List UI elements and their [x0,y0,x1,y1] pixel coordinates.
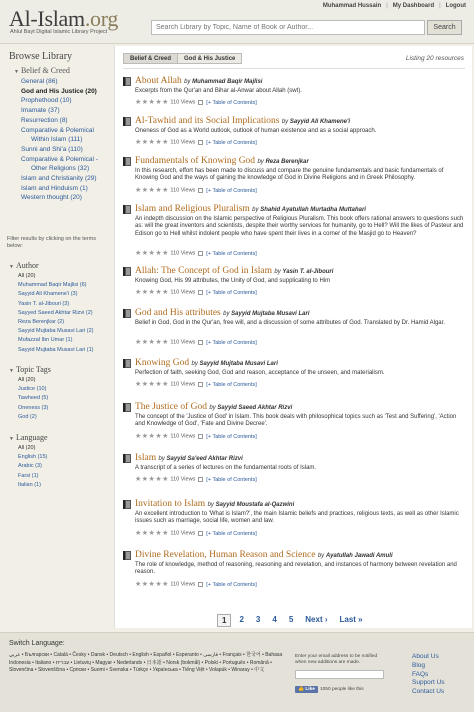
search-input[interactable] [151,20,425,35]
book-icon [123,157,131,166]
author-item[interactable]: Muhammad Baqir Majlisi (6) [18,282,87,289]
support-us-link[interactable]: Support Us [412,679,445,687]
toc-label: Table of Contents [212,581,256,588]
category-general[interactable]: General (86) [21,78,58,85]
logout-link[interactable]: Logout [445,3,466,9]
user-bar [323,3,466,9]
author-item[interactable]: Yasin T. al-Jibouri (3) [18,300,70,307]
book-description: A transcript of a series of lectures on the fundamental roots of Islam. [135,465,317,471]
language-item[interactable]: All (20) [18,445,36,451]
rating-stars-icon[interactable]: ★★★★★ [135,289,169,296]
by-label: by [274,269,281,275]
book-description: In this research, effort has been made to discuss and compare the genuine fundamentals and basic fundamentals of Knowing God and the ways of gaining the knowledge of God in Divine Religions and in Greek Philosophy. [135,168,444,182]
author-facet-label: Author [15,261,39,270]
toc-label: Table of Contents [212,187,256,194]
toc-link[interactable]: [+ Table of Contents] [206,99,257,106]
rating-stars-icon[interactable]: ★★★★★ [135,339,169,346]
book-byline [223,311,309,317]
by-label: by [209,405,216,411]
toc-label: Table of Contents [212,433,256,440]
book-title-link[interactable]: Knowing God [135,358,190,368]
book-byline [318,553,393,559]
book-author[interactable]: Ayatullah Jawadi Amuli [325,553,393,559]
by-label: by [257,159,264,165]
book-icon [123,205,131,214]
topic-item[interactable]: Oneness (3) [18,404,49,411]
language-item[interactable]: Arabic (3) [18,463,42,470]
toc-link[interactable]: [+ Table of Contents] [206,187,257,194]
rating-stars-icon[interactable]: ★★★★★ [135,139,169,146]
topic-item[interactable]: Justice (10) [18,386,47,393]
dashboard-link[interactable]: My Dashboard [392,3,435,9]
author-item[interactable]: Reza Berenjkar (2) [18,319,65,326]
view-count: 110 Views [170,99,196,106]
results-panel [114,46,472,628]
author-item[interactable]: Mufazzal Ibn Umar (1) [18,337,73,344]
checkbox-icon[interactable] [198,100,203,105]
view-count: 110 Views [170,250,196,257]
toc-link[interactable]: [+ Table of Contents] [206,139,257,146]
toc-label: Table of Contents [212,139,256,146]
view-count: 110 Views [170,433,196,440]
category-comparative-other-2[interactable]: Other Religions (32) [31,165,90,173]
checkbox-icon[interactable] [198,188,203,193]
book-icon [123,309,131,318]
toc-label: Table of Contents [212,381,256,388]
book-title-link[interactable]: Allah: The Concept of God in Islam [135,266,273,276]
book-description: Belief in God, God in the Qur'an, free will, and a discussion of some attributes of God. Translated by Dr. Hamid Algar. [135,320,445,326]
checkbox-icon[interactable] [198,582,203,587]
checkbox-icon[interactable] [198,477,203,482]
facebook-like [295,686,364,693]
page-3[interactable]: 3 [255,615,261,624]
book-meta [135,529,257,537]
pagination [217,614,367,627]
email-note: Enter your email address to be notified when new additions are made. [295,654,378,665]
toc-label: Table of Contents [212,250,256,257]
book-icon [123,359,131,368]
toc-link[interactable]: [+ Table of Contents] [206,339,257,346]
triangle-down-icon: ▼ [9,265,14,270]
book-description: An excellent introduction to 'What is Islam?', the main Islamic beliefs and practices, religious texts, as well as other Islamic issues such as marriage, social life, women and law. [135,511,459,525]
book-meta [135,580,257,588]
book-meta [135,138,257,146]
separator: | [439,3,441,9]
triangle-down-icon: ▼ [9,437,14,442]
toc-link[interactable]: [+ Table of Contents] [206,433,257,440]
language-item[interactable]: Farsi (1) [18,472,39,479]
language-item[interactable]: English (15) [18,454,48,461]
book-icon [123,454,131,463]
book-icon [123,267,131,276]
book-byline [158,456,242,462]
by-label: by [223,311,230,317]
checkbox-icon[interactable] [198,251,203,256]
like-label: Like [305,687,315,692]
by-label: by [317,553,325,559]
book-description: An indepth discussion on the Islamic perspective of Religious Pluralism. This book offers rational answers to questions such as: will the great inventors and scientists, despite their worthy services for humanity, go to Hell? Will the likes of Pasteur and Edison go to Hell whilst indolent people who have spent their lives in a corner of the Masjid go to Heaven? [135,216,464,237]
triangle-down-icon: ▼ [9,369,14,374]
book-title-link[interactable]: The Justice of God [135,402,208,412]
category-comparative-other[interactable]: Comparative & Polemical - [21,155,98,163]
view-count: 110 Views [170,581,196,588]
book-description: The role of knowledge, method of reasoning, reasoning and revelation, and instances of harmony between revelation and reason. [135,562,457,576]
rating-stars-icon[interactable]: ★★★★★ [135,581,169,588]
book-author[interactable]: Sayyid Sa'eed Akhtar Rizvi [166,456,243,462]
category-christianity[interactable]: Islam and Christianity (29) [21,175,97,183]
footer-links [412,653,445,697]
book-title-link[interactable]: Islam and Religious Pluralism [135,204,250,214]
rating-stars-icon[interactable]: ★★★★★ [135,433,169,440]
topic-item[interactable]: All (20) [18,377,36,383]
user-name-link[interactable]: Muhammad Hussain [322,3,382,9]
book-byline [184,79,262,85]
toc-link[interactable]: [+ Table of Contents] [206,381,257,388]
book-byline [208,502,295,508]
divider [123,68,465,69]
view-count: 110 Views [170,339,196,346]
page-next[interactable]: Next › [305,615,328,624]
toc-link[interactable]: [+ Table of Contents] [206,250,257,257]
book-byline [274,269,333,275]
book-meta [135,288,257,296]
book-author[interactable]: Sayyid Moustafa al-Qazwini [215,502,295,508]
book-meta [135,475,257,483]
book-author[interactable]: Sayyid Mujtaba Musavi Lari [231,311,310,317]
listing-count: Listing 20 resources [405,55,464,62]
by-label: by [252,207,259,213]
filter-note: Filter results by clicking on the terms below: [7,236,96,249]
faqs-link[interactable]: FAQs [412,670,429,678]
author-item[interactable]: Sayyid Mujtaba Musavi Lari (1) [18,346,94,353]
book-icon [123,77,131,86]
language-facet-title[interactable] [9,433,112,442]
switch-language-title: Switch Language: [9,640,65,647]
rating-stars-icon[interactable]: ★★★★★ [135,187,169,194]
category-comparative-within[interactable]: Comparative & Polemical [21,126,94,134]
like-button[interactable] [295,686,318,693]
topic-item[interactable]: Tawheed (5) [18,395,49,402]
rating-stars-icon[interactable]: ★★★★★ [135,99,169,106]
author-item[interactable]: Sayyed Saeed Akhtar Rizvi (2) [18,309,93,316]
search-button[interactable]: Search [427,20,462,35]
toc-label: Table of Contents [212,530,256,537]
category-heading[interactable] [14,66,70,75]
book-meta [135,249,257,257]
author-facet [9,261,112,355]
author-item[interactable]: Sayyid Mujtaba Musavi Lari (2) [18,328,94,335]
book-byline [191,361,277,367]
like-count: 1050 people like this [319,687,364,692]
book-author[interactable]: Sayyid Saeed Akhtar Rizvi [217,405,293,411]
topic-facet [9,365,112,422]
book-author[interactable]: Muhammad Baqir Majlisi [192,79,263,85]
toc-link[interactable]: [+ Table of Contents] [206,530,257,537]
view-count: 110 Views [170,530,196,537]
book-icon [123,403,131,412]
page-4[interactable]: 4 [272,615,277,624]
book-description: Oneness of God as a World outlook, outlook of human existence and as a social approach. [135,128,377,134]
breadcrumb-belief-creed[interactable]: Belief & Creed [123,53,178,64]
book-meta [135,186,257,194]
author-facet-title[interactable] [9,261,112,270]
by-label: by [184,79,191,85]
book-title-link[interactable]: Islam [135,453,157,463]
book-description: Perfection of faith, seeking God, God and reason, acceptance of the unseen, and materialism. [135,370,385,376]
category-imamate[interactable]: Imamate (37) [21,107,60,115]
by-label: by [207,502,214,508]
about-us-link[interactable]: About Us [412,653,439,660]
book-icon [123,551,131,560]
category-prophethood[interactable]: Prophethood (10) [21,97,72,105]
category-western[interactable]: Western thought (20) [21,194,82,202]
toc-link[interactable]: [+ Table of Contents] [206,289,257,296]
book-author[interactable]: Shahid Ayatullah Murtadha Muttahari [260,207,366,213]
category-sunni-shia[interactable]: Sunni and Shi'a (110) [21,145,83,153]
book-author[interactable]: Sayyid Mujtaba Musavi Lari [199,361,278,367]
toc-label: Table of Contents [212,339,256,346]
book-description: The concept of the 'Justice of God' in Islam. This book deals with philosophical topics such as 'Test and Suffering', 'Action and Knowledge of God', 'Fate and Divine Decree'. [135,414,457,428]
book-byline [282,119,350,125]
email-input[interactable] [295,670,384,679]
view-count: 110 Views [170,139,196,146]
page-5[interactable]: 5 [288,615,294,624]
toc-label: Table of Contents [212,476,256,483]
sidebar [0,45,112,625]
page-1[interactable]: 1 [217,614,231,627]
category-heading-label: Belief & Creed [20,66,70,75]
checkbox-icon[interactable] [198,531,203,536]
separator: | [386,3,388,9]
topic-facet-label: Topic Tags [15,365,51,374]
book-meta [135,98,257,106]
author-item[interactable]: All (20) [18,273,36,279]
category-hinduism[interactable]: Islam and Hinduism (1) [21,184,88,192]
rating-stars-icon[interactable]: ★★★★★ [135,381,169,388]
page-2[interactable]: 2 [239,615,244,624]
book-byline [257,159,308,165]
book-meta [135,432,257,440]
author-item[interactable]: Sayyid Ali Khamene'i (3) [18,291,78,298]
by-label: by [158,456,165,462]
view-count: 110 Views [170,289,196,296]
checkbox-icon[interactable] [198,434,203,439]
book-byline [209,405,292,411]
blog-link[interactable]: Blog [412,661,426,669]
book-title-link[interactable]: About Allah [135,76,182,86]
browse-library-title: Browse Library [9,51,73,62]
language-facet-label: Language [15,433,48,442]
topic-item[interactable]: God (2) [18,413,37,420]
book-meta [135,338,257,346]
language-facet [9,433,112,490]
breadcrumb [123,53,242,64]
book-author[interactable]: Sayyid Ali Khamene'i [289,119,351,125]
book-title-link[interactable]: God and His attributes [135,308,221,318]
view-count: 110 Views [170,381,196,388]
rating-stars-icon[interactable]: ★★★★★ [135,530,169,537]
book-description: Excerpts from the Qur'an and Bihar al-Anwar about Allah (swt). [135,88,302,94]
category-god-justice[interactable]: God and His Justice (20) [21,87,97,95]
book-author[interactable]: Reza Berenjkar [265,159,309,165]
category-comparative-within-2[interactable]: Within Islam (111) [31,136,83,144]
header [0,0,474,44]
rating-stars-icon[interactable]: ★★★★★ [135,250,169,257]
book-title-link[interactable]: Fundamentals of Knowing God [135,156,256,166]
language-links[interactable]: عربي • Български • Català • Česky • Dansk • Deutsch • English • Español • Esperanto • فارسی • Français • 한국어 • Bahasa Indonesia • Italiano • עברית • Lietuvių • Magyar • Nederlands • 日本語 • Norsk (bokmål) • Polski • Português • Română • Slovenčina • Slovenščina • Српски • Suomi • Svenska • Türkçe • Українська • Tiếng Việt • Volapük • Winaray • 中文 [9,652,283,674]
book-byline [252,207,366,213]
toc-link[interactable]: [+ Table of Contents] [206,476,257,483]
book-description: Knowing God, His 99 attributes, the Unity of God, and supplicating to Him [135,278,331,284]
logo-main: Al-Islam [9,6,85,31]
checkbox-icon[interactable] [198,382,203,387]
book-title-link[interactable]: Al-Tawhid and its Social Implications [135,116,280,126]
logo-suffix: .org [84,6,119,31]
breadcrumb-god-justice[interactable]: God & His Justice [177,53,242,64]
view-count: 110 Views [170,187,196,194]
view-count: 110 Views [170,476,196,483]
checkbox-icon[interactable] [198,290,203,295]
book-title-link[interactable]: Invitation to Islam [135,499,206,509]
toc-label: Table of Contents [212,99,256,106]
thumbs-up-icon: 👍 [298,687,304,692]
by-label: by [191,361,198,367]
book-meta [135,380,257,388]
rating-stars-icon[interactable]: ★★★★★ [135,476,169,483]
page-last[interactable]: Last » [339,615,363,624]
by-label: by [281,119,289,125]
triangle-down-icon: ▼ [14,70,19,75]
category-list [13,77,112,203]
language-item[interactable]: Italian (1) [18,481,41,488]
book-icon [123,117,131,126]
checkbox-icon[interactable] [198,140,203,145]
topic-facet-title[interactable] [9,365,112,374]
site-tagline: Ahlul Bayt Digital Islamic Library Project [10,29,108,35]
footer [0,632,474,712]
category-resurrection[interactable]: Resurrection (8) [21,116,68,124]
toc-label: Table of Contents [212,289,256,296]
checkbox-icon[interactable] [198,340,203,345]
toc-link[interactable]: [+ Table of Contents] [206,581,257,588]
contact-us-link[interactable]: Contact Us [412,688,445,696]
book-title-link[interactable]: Divine Revelation, Human Reason and Science [135,550,316,560]
book-icon [123,500,131,509]
book-author[interactable]: Yasin T. al-Jibouri [282,269,334,275]
